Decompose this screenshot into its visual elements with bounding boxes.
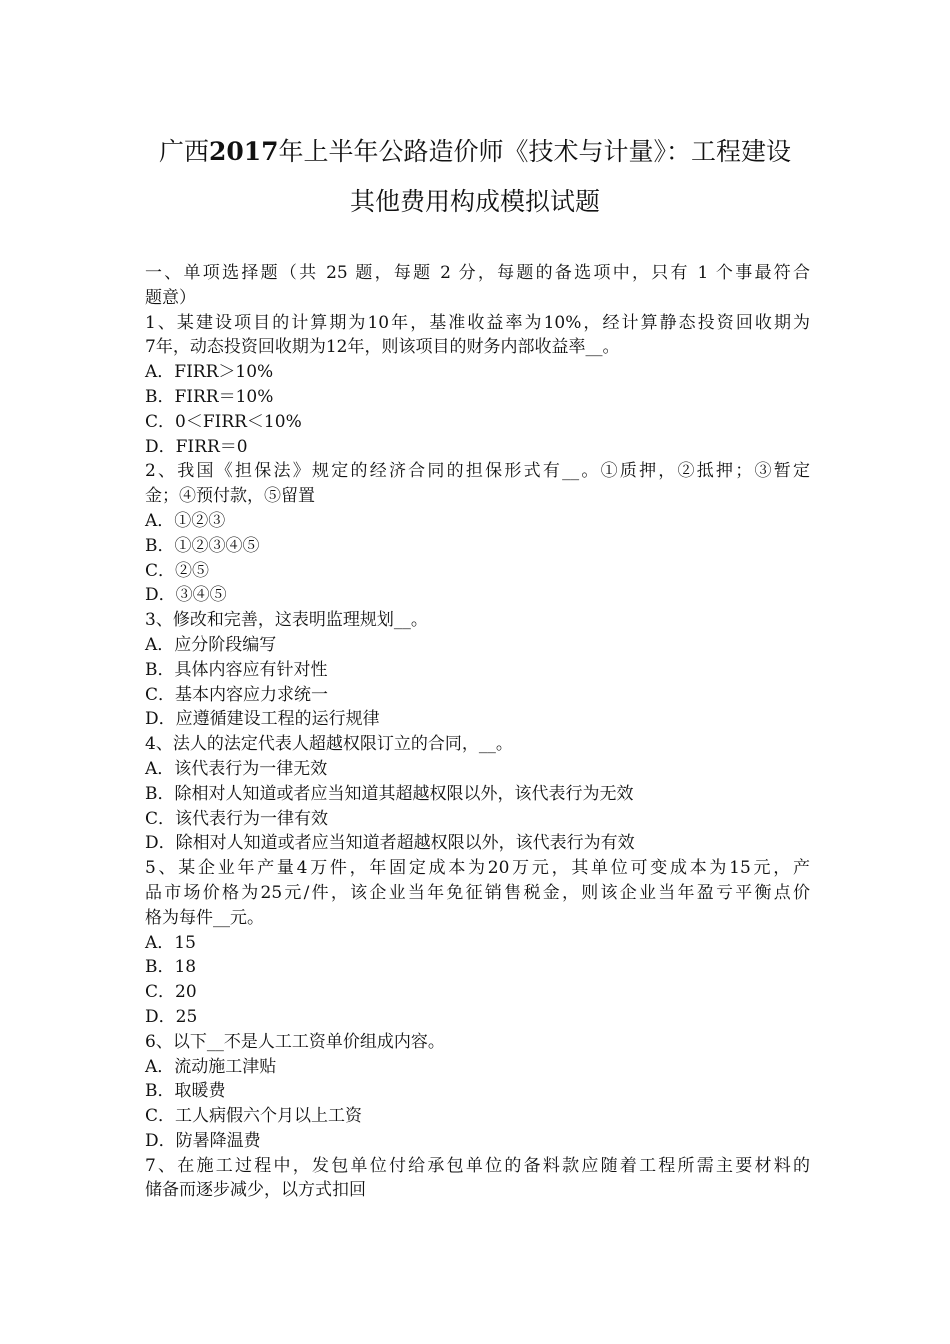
question-6-option-b: B．取暖费 [145, 1081, 226, 1102]
question-5-option-b: B．18 [145, 957, 197, 978]
question-3-option-a: A．应分阶段编写 [145, 634, 277, 655]
question-5-option-a: A．15 [145, 932, 196, 953]
question-3-stem-line-1: 3、修改和完善，这表明监理规划__。 [145, 610, 428, 631]
question-5-stem-line-3: 格为每件__元。 [145, 907, 264, 928]
question-1-option-d: D．FIRR＝0 [145, 436, 248, 457]
question-7-stem-line-2: 储备而逐步减少，以方式扣回 [145, 1180, 366, 1201]
question-1-stem-line-2: 7年，动态投资回收期为12年，则该项目的财务内部收益率__。 [145, 337, 620, 358]
section-header-line-1: 一、单项选择题（共 25 题，每题 2 分，每题的备选项中，只有 1 个事最符合 [145, 263, 810, 283]
question-3-option-b: B．具体内容应有针对性 [145, 659, 328, 680]
question-1-option-b: B．FIRR＝10% [145, 386, 274, 407]
document-body [145, 261, 810, 1203]
question-4-option-a: A．该代表行为一律无效 [145, 758, 328, 779]
question-6-option-c: C．工人病假六个月以上工资 [145, 1106, 363, 1127]
section-header-line-2: 题意） [145, 287, 196, 308]
question-5-option-d: D．25 [145, 1006, 198, 1027]
question-4-option-d: D．除相对人知道或者应当知道者超越权限以外，该代表行为有效 [145, 833, 635, 854]
question-2-stem-line-1: 2、我国《担保法》规定的经济合同的担保形式有__。①质押，②抵押；③暂定 [145, 461, 810, 482]
title-year: 2017 [208, 137, 279, 166]
question-1-option-a: A．FIRR＞10% [145, 362, 274, 383]
question-6-stem-line-1: 6、以下__不是人工工资单价组成内容。 [145, 1031, 445, 1052]
question-4-option-c: C．该代表行为一律有效 [145, 808, 329, 829]
title-prefix: 广西 [158, 137, 209, 166]
question-2-option-d: D．③④⑤ [145, 585, 227, 606]
question-3-option-c: C．基本内容应力求统一 [145, 684, 329, 705]
question-5-stem-line-2: 品市场价格为25元/件，该企业当年免征销售税金，则该企业当年盈亏平衡点价 [145, 882, 810, 903]
question-1-option-c: C．0＜FIRR＜10% [145, 411, 302, 432]
question-7-stem-line-1: 7、在施工过程中，发包单位付给承包单位的备料款应随着工程所需主要材料的 [145, 1155, 810, 1176]
question-2-option-b: B．①②③④⑤ [145, 535, 260, 556]
question-3-option-d: D．应遵循建设工程的运行规律 [145, 709, 380, 730]
document-title-line-2: 其他费用构成模拟试题 [349, 187, 600, 216]
question-1-stem-line-1: 1、某建设项目的计算期为10年，基准收益率为10%，经计算静态投资回收期为 [145, 312, 810, 333]
question-5-stem-line-1: 5、某企业年产量4万件，年固定成本为20万元，其单位可变成本为15元，产 [145, 858, 810, 879]
question-2-stem-line-2: 金；④预付款，⑤留置 [145, 486, 315, 507]
question-2-option-a: A．①②③ [145, 510, 226, 531]
question-2-option-c: C．②⑤ [145, 560, 210, 581]
title-suffix: 年上半年公路造价师《技术与计量》：工程建设 [278, 137, 792, 166]
question-4-stem-line-1: 4、法人的法定代表人超越权限订立的合同，__。 [145, 734, 513, 755]
document-title-line-1 [120, 137, 830, 167]
question-6-option-d: D．防暑降温费 [145, 1130, 261, 1151]
question-5-option-c: C．20 [145, 982, 197, 1003]
question-4-option-b: B．除相对人知道或者应当知道其超越权限以外，该代表行为无效 [145, 783, 634, 804]
question-6-option-a: A．流动施工津贴 [145, 1056, 277, 1077]
